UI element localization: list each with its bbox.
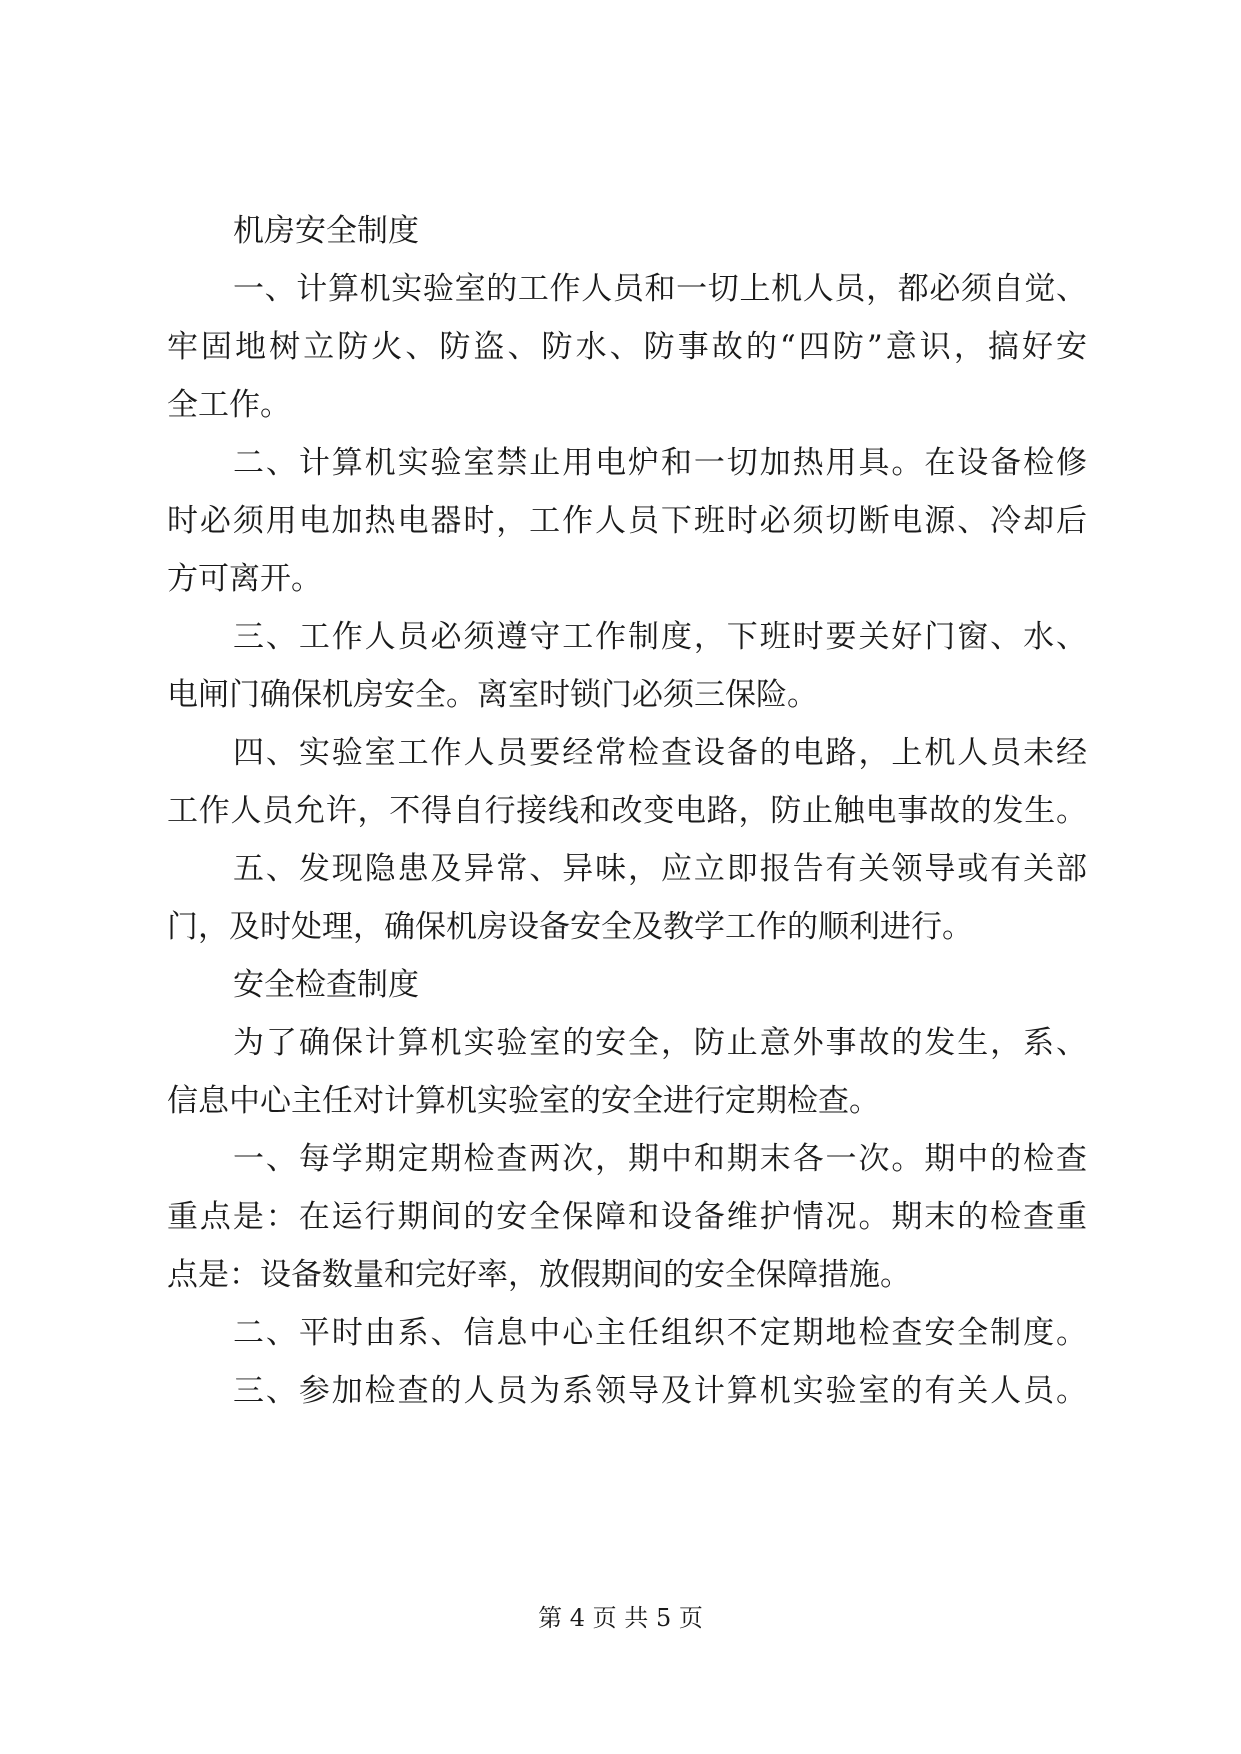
- paragraph-line: 一、计算机实验室的工作人员和一切上机人员，都必须自觉、: [233, 271, 1087, 307]
- paragraph-line: 二、计算机实验室禁止用电炉和一切加热用具。在设备检修: [233, 445, 1087, 481]
- paragraph-line: 五、发现隐患及异常、异味，应立即报告有关领导或有关部: [233, 851, 1087, 887]
- paragraph-line: 牢固地树立防火、防盗、防水、防事故的“四防”意识，搞好安: [167, 329, 1087, 365]
- paragraph-line: 全工作。: [167, 387, 291, 423]
- section-title-machine-room-safety: 机房安全制度: [233, 213, 419, 249]
- paragraph-line: 为了确保计算机实验室的安全，防止意外事故的发生，系、: [233, 1025, 1087, 1061]
- paragraph-line: 三、参加检查的人员为系领导及计算机实验室的有关人员。: [233, 1373, 1087, 1409]
- paragraph-line: 方可离开。: [167, 561, 322, 597]
- paragraph-line: 电闸门确保机房安全。离室时锁门必须三保险。: [167, 677, 818, 713]
- paragraph-line: 时必须用电加热电器时，工作人员下班时必须切断电源、冷却后: [167, 503, 1087, 539]
- section-title-safety-inspection: 安全检查制度: [233, 967, 419, 1003]
- paragraph-line: 信息中心主任对计算机实验室的安全进行定期检查。: [167, 1083, 880, 1119]
- paragraph-line: 四、实验室工作人员要经常检查设备的电路，上机人员未经: [233, 735, 1087, 771]
- paragraph-line: 工作人员允许，不得自行接线和改变电路，防止触电事故的发生。: [167, 793, 1087, 829]
- paragraph-line: 二、平时由系、信息中心主任组织不定期地检查安全制度。: [233, 1315, 1087, 1351]
- paragraph-line: 三、工作人员必须遵守工作制度，下班时要关好门窗、水、: [233, 619, 1087, 655]
- paragraph-line: 重点是：在运行期间的安全保障和设备维护情况。期末的检查重: [167, 1199, 1087, 1235]
- paragraph-line: 一、每学期定期检查两次，期中和期末各一次。期中的检查: [233, 1141, 1087, 1177]
- page-footer-indicator: 第 4 页 共 5 页: [538, 1604, 703, 1632]
- paragraph-line: 点是：设备数量和完好率，放假期间的安全保障措施。: [167, 1257, 911, 1293]
- paragraph-line: 门，及时处理，确保机房设备安全及教学工作的顺利进行。: [167, 909, 973, 945]
